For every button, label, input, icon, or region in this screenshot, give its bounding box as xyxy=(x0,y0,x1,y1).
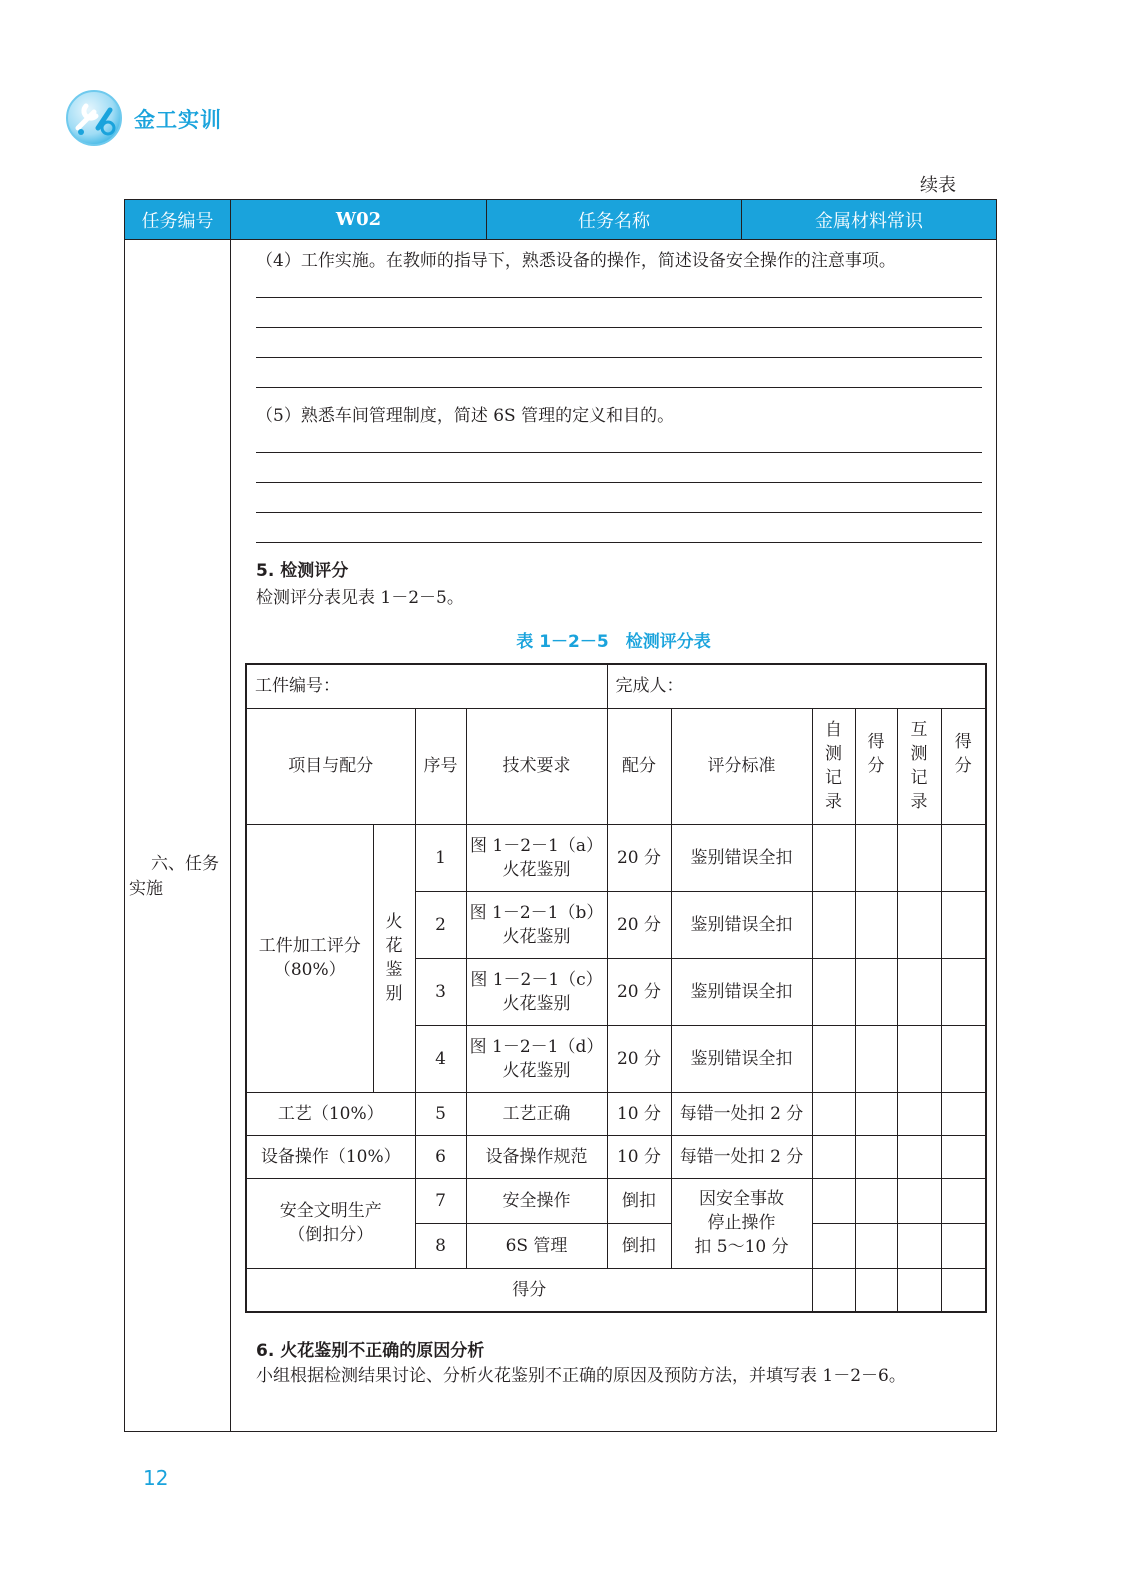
section6-text: 小组根据检测结果讨论、分析火花鉴别不正确的原因及预防方法，并填写表 1－2－6。 xyxy=(256,1366,906,1386)
score-cell[interactable] xyxy=(897,1223,941,1268)
score-cell[interactable] xyxy=(897,891,941,958)
answer-line[interactable] xyxy=(256,482,982,483)
left-column xyxy=(125,240,231,1431)
row3-req xyxy=(466,958,607,1025)
score-cell[interactable] xyxy=(855,958,897,1025)
score-cell[interactable] xyxy=(812,1268,855,1312)
safety-row8-points: 倒扣 xyxy=(607,1223,671,1268)
answer-line[interactable] xyxy=(256,387,982,388)
answer-line[interactable] xyxy=(256,512,982,513)
equipment-seq: 6 xyxy=(415,1135,466,1178)
row4-req-line2: 火花鉴别 xyxy=(502,1060,571,1081)
craft-seq: 5 xyxy=(415,1092,466,1135)
section5-intro: 检测评分表见表 1－2－5。 xyxy=(256,588,464,608)
task-no-value: W02 xyxy=(231,200,487,239)
score-cell[interactable] xyxy=(855,891,897,958)
header-self-record xyxy=(812,708,855,824)
header-criteria: 评分标准 xyxy=(671,708,812,824)
total-score-label: 得分 xyxy=(246,1268,812,1312)
task-header xyxy=(125,200,996,240)
score-cell[interactable] xyxy=(855,1268,897,1312)
craft-item: 工艺（10%） xyxy=(246,1092,415,1135)
row2-req-line1: 图 1－2－1（b） xyxy=(469,902,604,923)
score-cell[interactable] xyxy=(897,1268,941,1312)
score-cell[interactable] xyxy=(855,1178,897,1223)
task-no-label: 任务编号 xyxy=(125,200,231,239)
table-caption: 表 1－2－5 检测评分表 xyxy=(516,632,711,652)
section6-title: 6. 火花鉴别不正确的原因分析 xyxy=(256,1341,485,1361)
score-cell[interactable] xyxy=(941,1135,986,1178)
content-area xyxy=(231,240,996,1431)
header-self-record-text: 自测记录 xyxy=(825,720,842,812)
score-table xyxy=(245,663,987,1313)
row1-req xyxy=(466,824,607,891)
question-4: （4）工作实施。在教师的指导下，熟悉设备的操作，简述设备安全操作的注意事项。 xyxy=(256,251,896,271)
row4-points: 20 分 xyxy=(607,1025,671,1092)
score-cell[interactable] xyxy=(897,824,941,891)
score-cell[interactable] xyxy=(812,1135,855,1178)
header-requirement: 技术要求 xyxy=(466,708,607,824)
row2-points: 20 分 xyxy=(607,891,671,958)
section5-title: 5. 检测评分 xyxy=(256,561,349,581)
score-cell[interactable] xyxy=(941,824,986,891)
score-cell[interactable] xyxy=(897,1135,941,1178)
score-cell[interactable] xyxy=(855,1092,897,1135)
section-label-line1: 六、任务 xyxy=(151,854,219,874)
section-label xyxy=(129,852,229,902)
task-frame xyxy=(124,199,997,1432)
score-cell[interactable] xyxy=(897,958,941,1025)
row4-criteria: 鉴别错误全扣 xyxy=(671,1025,812,1092)
completer-label: 完成人： xyxy=(607,664,986,708)
section-label-line2: 实施 xyxy=(129,879,163,899)
row1-seq: 1 xyxy=(415,824,466,891)
score-cell[interactable] xyxy=(941,1223,986,1268)
table-row xyxy=(246,824,986,891)
safety-item-line2: （倒扣分） xyxy=(288,1225,374,1245)
answer-line[interactable] xyxy=(256,327,982,328)
safety-row8-req: 6S 管理 xyxy=(466,1223,607,1268)
row3-req-line2: 火花鉴别 xyxy=(502,993,571,1014)
score-cell[interactable] xyxy=(941,1268,986,1312)
task-name-value: 金属材料常识 xyxy=(815,210,923,232)
safety-row8-seq: 8 xyxy=(415,1223,466,1268)
row2-req xyxy=(466,891,607,958)
score-cell[interactable] xyxy=(812,891,855,958)
equipment-criteria: 每错一处扣 2 分 xyxy=(671,1135,812,1178)
craft-points: 10 分 xyxy=(607,1092,671,1135)
score-cell[interactable] xyxy=(941,1092,986,1135)
answer-line[interactable] xyxy=(256,297,982,298)
row4-req-line1: 图 1－2－1（d） xyxy=(469,1036,604,1057)
score-cell[interactable] xyxy=(855,1025,897,1092)
score-cell[interactable] xyxy=(941,891,986,958)
row2-req-line2: 火花鉴别 xyxy=(502,926,571,947)
craft-criteria: 每错一处扣 2 分 xyxy=(671,1092,812,1135)
score-cell[interactable] xyxy=(941,1025,986,1092)
score-cell[interactable] xyxy=(855,1135,897,1178)
equipment-points: 10 分 xyxy=(607,1135,671,1178)
table-row xyxy=(246,1092,986,1135)
score-cell[interactable] xyxy=(812,824,855,891)
header-seq: 序号 xyxy=(415,708,466,824)
craft-req: 工艺正确 xyxy=(466,1092,607,1135)
row1-req-line1: 图 1－2－1（a） xyxy=(470,835,603,856)
header-item: 项目与配分 xyxy=(246,708,415,824)
continued-label: 续表 xyxy=(920,175,956,196)
score-cell[interactable] xyxy=(855,1223,897,1268)
group1-sub-text: 火花鉴别 xyxy=(385,912,403,1004)
safety-criteria-line2: 停止操作 xyxy=(707,1213,776,1233)
score-cell[interactable] xyxy=(812,1025,855,1092)
header-peer-record-text: 互测记录 xyxy=(910,720,928,812)
answer-line[interactable] xyxy=(256,542,982,543)
safety-row7-seq: 7 xyxy=(415,1178,466,1223)
row1-points: 20 分 xyxy=(607,824,671,891)
score-cell[interactable] xyxy=(855,824,897,891)
row3-seq: 3 xyxy=(415,958,466,1025)
question-5: （5）熟悉车间管理制度，简述 6S 管理的定义和目的。 xyxy=(256,406,675,426)
group1-name xyxy=(246,824,373,1092)
score-cell[interactable] xyxy=(812,1178,855,1223)
page-number: 12 xyxy=(143,1466,169,1490)
row2-seq: 2 xyxy=(415,891,466,958)
header-self-score xyxy=(855,708,897,824)
header-self-score-text: 得分 xyxy=(867,732,885,776)
row3-criteria: 鉴别错误全扣 xyxy=(671,958,812,1025)
equipment-item: 设备操作（10%） xyxy=(246,1135,415,1178)
row1-criteria: 鉴别错误全扣 xyxy=(671,824,812,891)
header-peer-score xyxy=(941,708,986,824)
safety-criteria-line1: 因安全事故 xyxy=(699,1189,784,1209)
equipment-req: 设备操作规范 xyxy=(466,1135,607,1178)
header-peer-record xyxy=(897,708,941,824)
header-points: 配分 xyxy=(607,708,671,824)
answer-line[interactable] xyxy=(256,357,982,358)
score-cell[interactable] xyxy=(941,958,986,1025)
safety-criteria-line3: 扣 5～10 分 xyxy=(694,1237,789,1257)
safety-item-line1: 安全文明生产 xyxy=(279,1201,382,1221)
score-cell[interactable] xyxy=(812,1223,855,1268)
score-cell[interactable] xyxy=(941,1178,986,1223)
brand-title: 金工实训 xyxy=(134,108,222,132)
table-row xyxy=(246,1268,986,1312)
score-cell[interactable] xyxy=(897,1025,941,1092)
safety-criteria xyxy=(671,1178,812,1268)
score-cell[interactable] xyxy=(897,1178,941,1223)
row1-req-line2: 火花鉴别 xyxy=(502,859,571,880)
answer-line[interactable] xyxy=(256,452,982,453)
score-cell[interactable] xyxy=(812,958,855,1025)
header-peer-score-text: 得分 xyxy=(954,732,972,776)
row3-req-line1: 图 1－2－1（c） xyxy=(470,969,603,990)
safety-row7-req: 安全操作 xyxy=(466,1178,607,1223)
table-row xyxy=(246,1178,986,1223)
table-row xyxy=(246,1135,986,1178)
row4-seq: 4 xyxy=(415,1025,466,1092)
row2-criteria: 鉴别错误全扣 xyxy=(671,891,812,958)
workpiece-no-label: 工件编号： xyxy=(246,664,607,708)
wrench-gear-icon xyxy=(64,88,124,148)
row4-req xyxy=(466,1025,607,1092)
safety-row7-points: 倒扣 xyxy=(607,1178,671,1223)
group1-name-text: 工件加工评分 xyxy=(258,936,361,956)
row3-points: 20 分 xyxy=(607,958,671,1025)
score-cell[interactable] xyxy=(897,1092,941,1135)
task-name-label: 任务名称 xyxy=(487,200,742,239)
score-cell[interactable] xyxy=(812,1092,855,1135)
group1-percent: （80%） xyxy=(273,960,346,980)
safety-item xyxy=(246,1178,415,1268)
group1-sub xyxy=(373,824,415,1092)
